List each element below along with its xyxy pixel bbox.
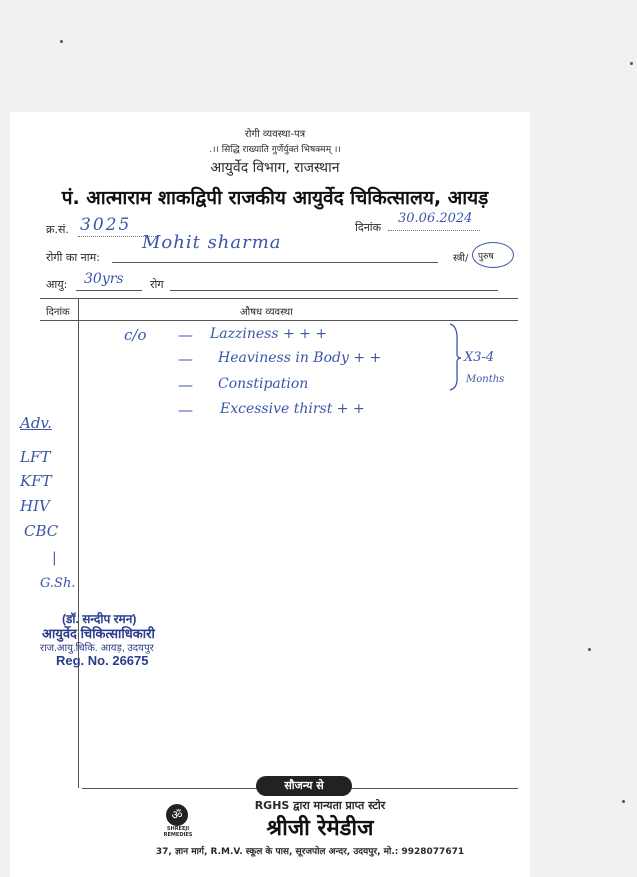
name-line: [112, 262, 438, 263]
complaint-item: Excessive thirst + +: [220, 401, 365, 417]
complaint-item: Heaviness in Body + +: [218, 350, 382, 366]
stamp-designation: आयुर्वेद चिकित्साधिकारी: [42, 626, 155, 641]
duration-unit: Months: [466, 374, 505, 385]
table-header-border: [40, 320, 518, 321]
hospital-name: पं. आत्माराम शाकद्विपी राजकीय आयुर्वेद चिकित्सालय, आयड़: [61, 187, 489, 209]
advice-heading: Adv.: [20, 414, 52, 432]
shreeji-logo-icon: ॐ: [166, 804, 188, 826]
advice-test: KFT: [20, 472, 52, 490]
store-address: 37, ज्ञान मार्ग, R.M.V. स्कूल के पास, सूरजपोल अन्दर, उदयपुर, मो.: 9928077671: [155, 847, 465, 857]
logo-text-line2: REMEDIES: [163, 832, 193, 838]
form-title: रोगी व्यवस्था-पत्र: [244, 129, 306, 140]
speck: [588, 648, 591, 651]
dash: —: [178, 326, 193, 344]
advice-separator: |: [52, 550, 57, 566]
stamp-doctor-name: (डॉ. सन्दीप रमन): [62, 612, 137, 626]
motto: .।। सिद्धि राख्याति गुर्णेर्युक्तं भिषक्मम् ।।: [209, 145, 341, 155]
dash: —: [178, 376, 193, 394]
date-column-divider: [78, 298, 79, 788]
logo-text-line1: SHREEJI: [166, 826, 190, 832]
dash: —: [178, 350, 193, 368]
rghs-note: RGHS द्वारा मान्यता प्राप्त स्टोर: [254, 799, 386, 812]
patient-name: Mohit sharma: [142, 232, 282, 253]
name-label: रोगी का नाम:: [46, 251, 100, 264]
advice-test: LFT: [20, 448, 51, 466]
complaint-item: Constipation: [218, 376, 309, 392]
gender-label: स्त्री/: [453, 253, 469, 264]
courtesy-badge: सौजन्य से: [256, 776, 352, 796]
advice-test: HIV: [20, 497, 50, 515]
date-dotted-line: [388, 230, 480, 231]
table-top-border: [40, 298, 518, 299]
store-name: श्रीजी रेमेडीज: [266, 816, 374, 841]
complaints-prefix: c/o: [124, 326, 147, 344]
gender-value: पुरुष: [478, 252, 494, 262]
speck: [630, 62, 633, 65]
complaint-item: Lazziness + + +: [210, 326, 328, 342]
advice-test: CBC: [24, 522, 59, 540]
complaints-bracket: [448, 322, 462, 392]
age-value: 30yrs: [84, 271, 124, 287]
date-label: दिनांक: [355, 221, 382, 234]
duration: X3-4: [464, 350, 495, 365]
department-name: आयुर्वेद विभाग, राजस्थान: [210, 160, 340, 176]
advice-test: G.Sh.: [40, 576, 76, 591]
date-value: 30.06.2024: [398, 211, 473, 226]
speck: [622, 800, 625, 803]
stamp-office: राज.आयु.चिकि. आयड़, उदयपुर: [40, 643, 154, 654]
col-date-header: दिनांक: [46, 307, 70, 318]
col-treatment-header: औषध व्यवस्था: [240, 307, 293, 318]
disease-line: [170, 290, 498, 291]
age-label: आयु:: [46, 278, 68, 291]
stamp-reg-number: Reg. No. 26675: [56, 653, 149, 668]
dash: —: [178, 401, 193, 419]
serial-value: 3025: [80, 215, 132, 235]
age-line: [76, 290, 142, 291]
speck: [60, 40, 63, 43]
serial-label: क्र.सं.: [46, 223, 69, 236]
disease-label: रोग: [150, 278, 164, 291]
